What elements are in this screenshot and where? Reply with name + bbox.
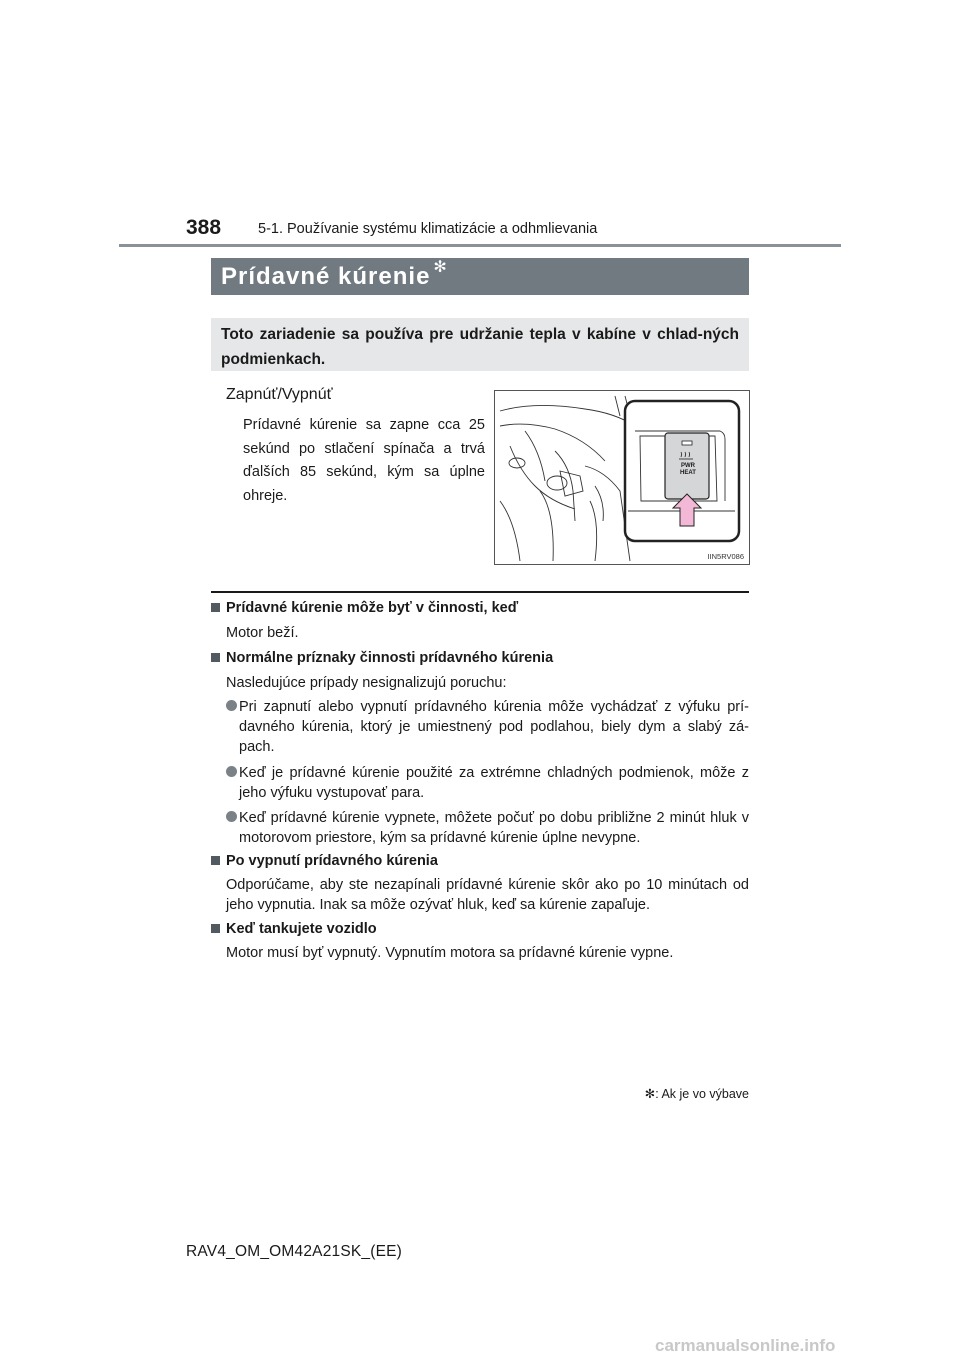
note-body: Nasledujúce prípady nesignalizujú poruchu:	[226, 675, 507, 691]
heater-switch-illustration	[494, 390, 750, 565]
divider-rule	[211, 591, 749, 593]
intro-box	[211, 318, 749, 371]
list-item: Keď prídavné kúrenie vypnete, môžete počuť po dobu približne 2 minút hluk v motorovom priestore, kým sa prídavné kúrenie úplne nevypne.	[226, 808, 749, 848]
list-item: Keď je prídavné kúrenie použité za extrémne chladných podmienok, môže z jeho výfuku vystupovať para.	[226, 763, 749, 803]
asterisk-mark: ✻	[433, 258, 447, 276]
illustration-code: IIN5RV086	[707, 552, 744, 561]
note-heading: Po vypnutí prídavného kúrenia	[211, 853, 438, 869]
section-title: Prídavné kúrenie	[221, 262, 431, 290]
note-heading: Keď tankujete vozidlo	[211, 921, 377, 937]
intro-text: Toto zariadenie sa používa pre udržanie tepla v kabíne v chlad-ných podmienkach.	[221, 326, 739, 368]
note-body: Odporúčame, aby ste nezapínali prídavné kúrenie skôr ako po 10 minútach od jeho vypnutia. Inak sa môže ozývať hluk, keď sa kúrenie zapaľuje.	[226, 877, 749, 913]
feature-description: Prídavné kúrenie sa zapne cca 25 sekúnd po stlačení spínača a trvá ďalších 85 sekúnd, kým sa úplne ohreje.	[243, 417, 485, 504]
section-title-bar	[211, 258, 749, 295]
note-body: Motor musí byť vypnutý. Vypnutím motora sa prídavné kúrenie vypne.	[226, 945, 674, 961]
note-heading: Prídavné kúrenie môže byť v činnosti, keď	[211, 600, 518, 616]
chapter-title: 5-1. Používanie systému klimatizácie a odhmlievania	[258, 221, 598, 237]
switch-label-heat: HEAT	[680, 470, 696, 476]
footer-code: RAV4_OM_OM42A21SK_(EE)	[186, 1243, 403, 1260]
header-rule	[119, 244, 841, 247]
footnote: ✻: Ak je vo výbave	[644, 1087, 749, 1101]
page-number: 388	[186, 216, 222, 239]
bullet-dot-icon	[226, 766, 237, 777]
note-body: Motor beží.	[226, 625, 299, 641]
square-bullet-icon	[211, 856, 220, 865]
dashboard-drawing	[495, 391, 749, 564]
square-bullet-icon	[211, 924, 220, 933]
bullet-dot-icon	[226, 700, 237, 711]
switch-label-pwr: PWR	[681, 463, 695, 469]
bullet-dot-icon	[226, 811, 237, 822]
square-bullet-icon	[211, 653, 220, 662]
feature-heading: Zapnúť/Vypnúť	[226, 386, 333, 403]
list-item: Pri zapnutí alebo vypnutí prídavného kúrenia môže vychádzať z výfuku prí-davného kúrenia, ktorý je umiestnený pod podlahou, biely dym a slabý zá-pach.	[226, 697, 749, 757]
note-heading: Normálne príznaky činnosti prídavného kúrenia	[211, 650, 553, 666]
square-bullet-icon	[211, 603, 220, 612]
watermark: carmanualsonline.info	[655, 1336, 836, 1355]
